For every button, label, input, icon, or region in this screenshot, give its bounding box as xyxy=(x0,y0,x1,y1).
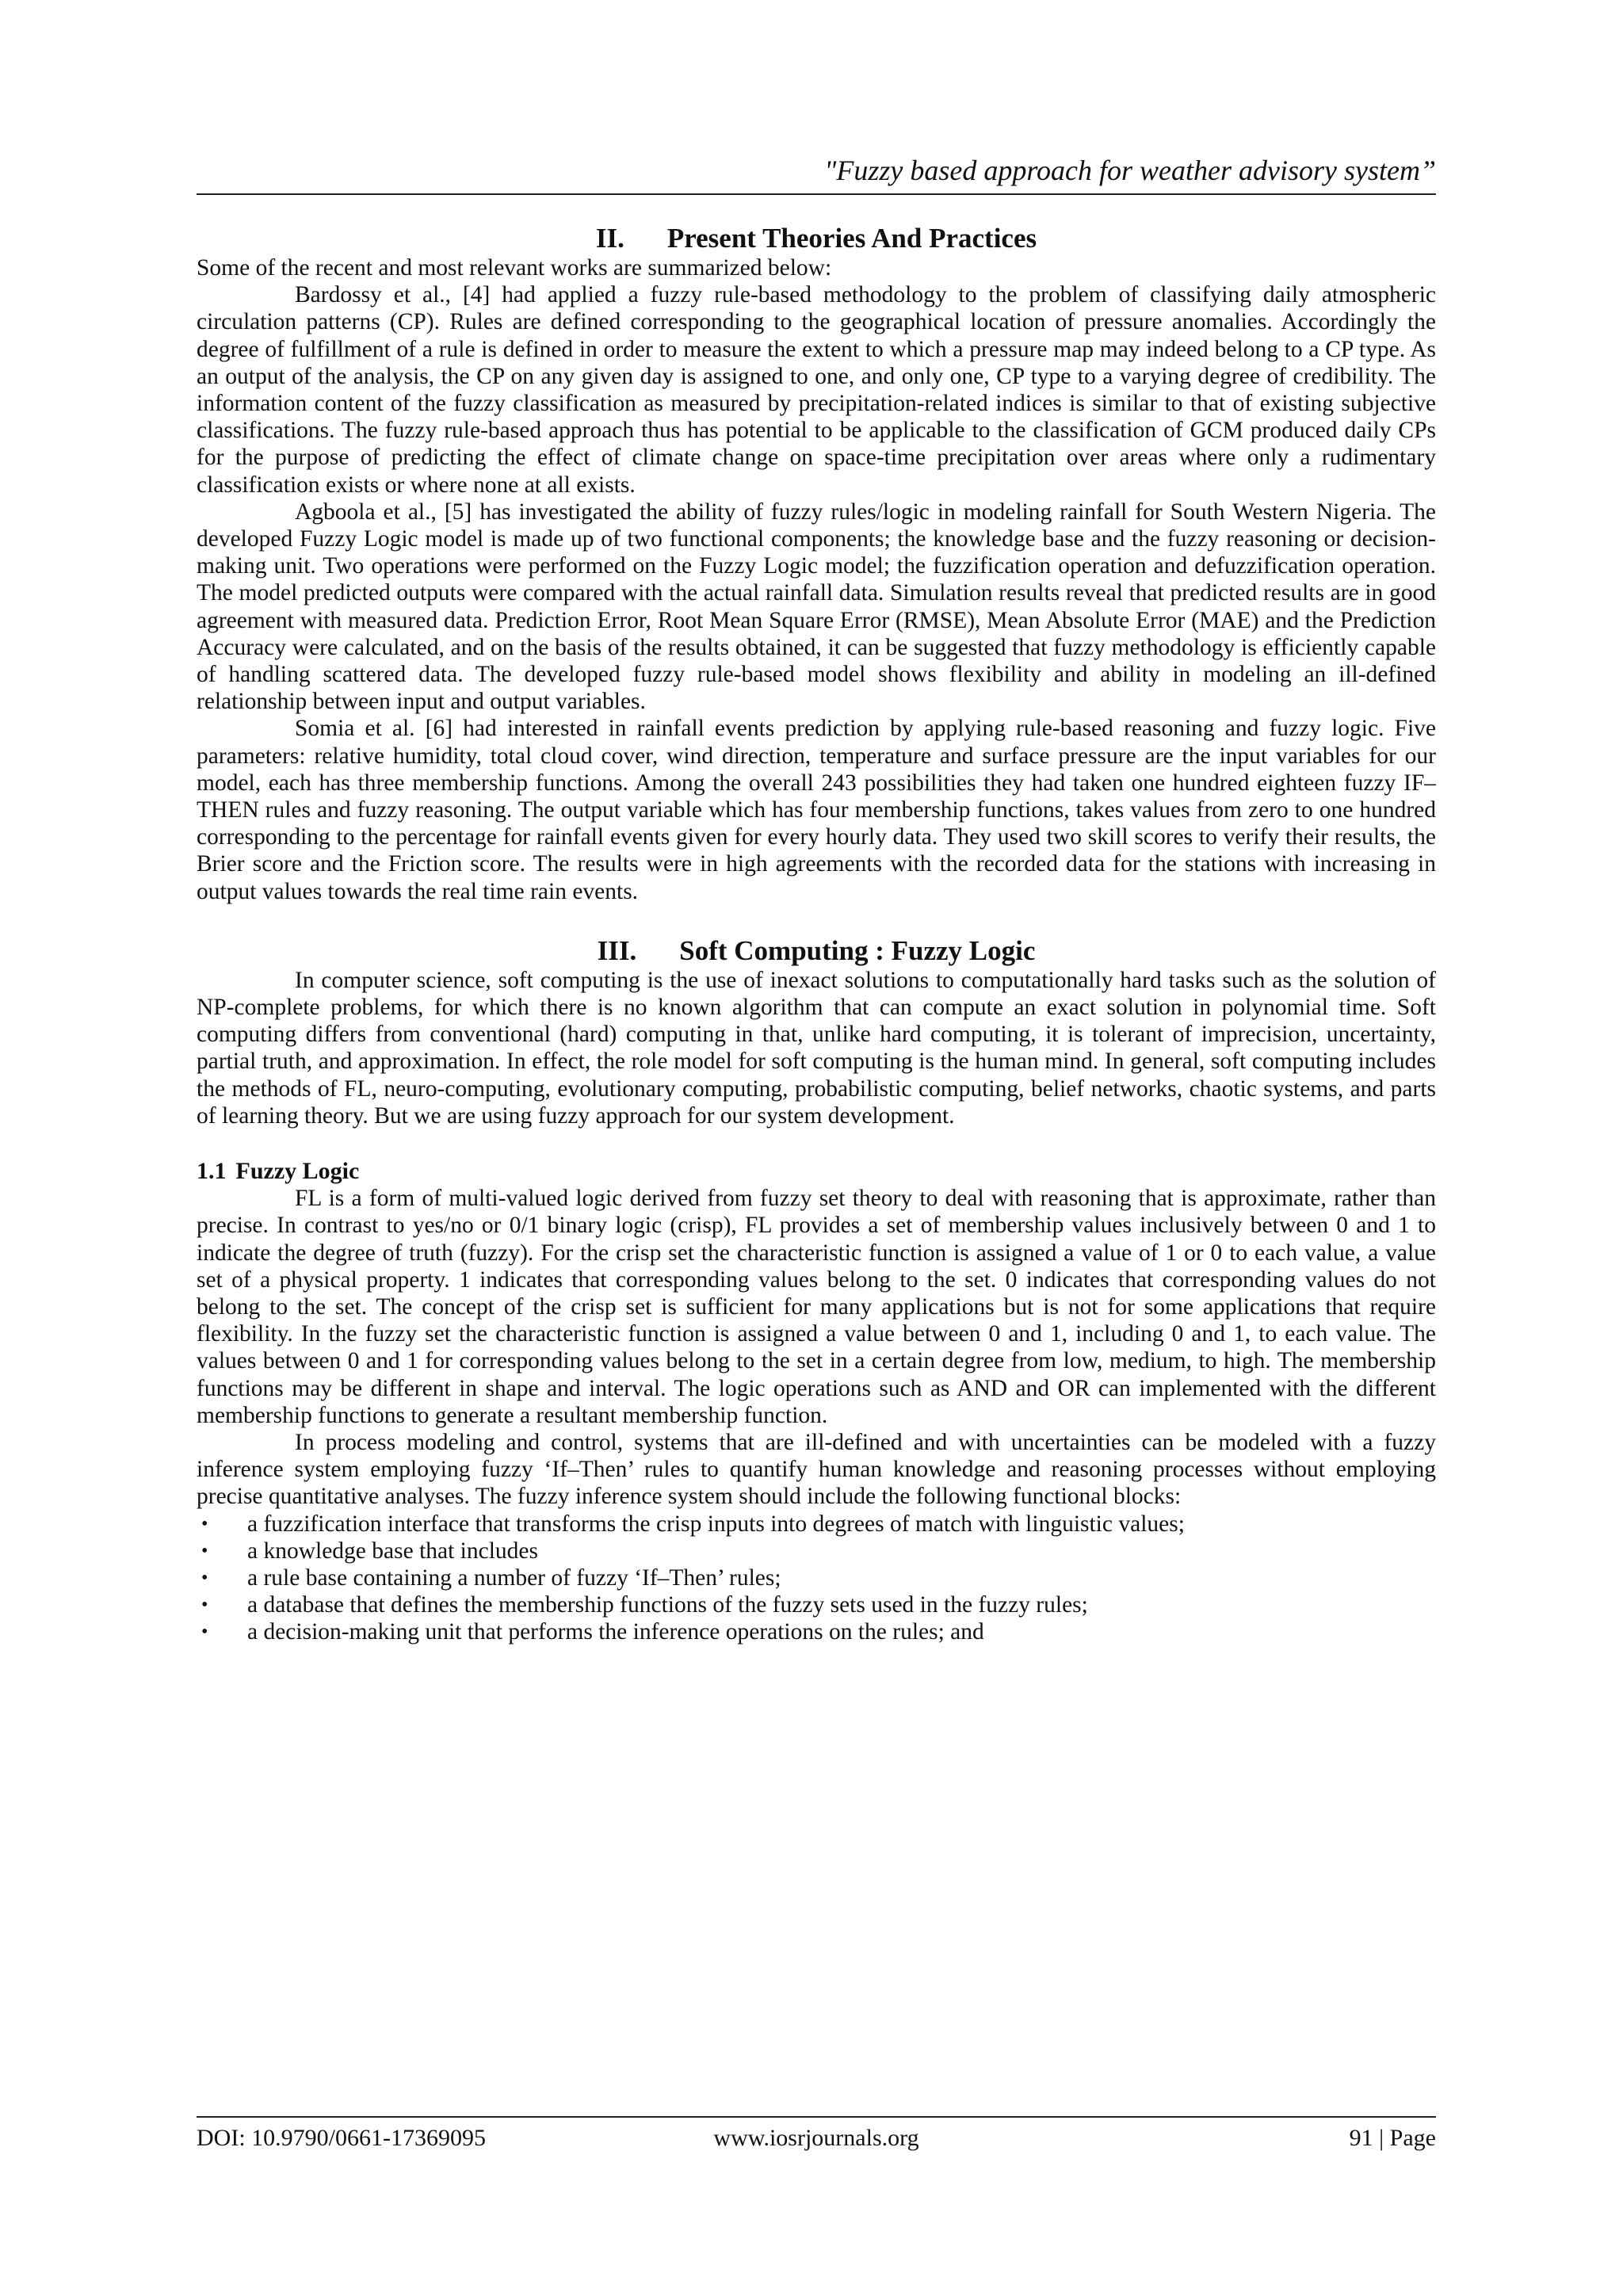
section-heading-3 xyxy=(197,935,1436,967)
section-title: Soft Computing : Fuzzy Logic xyxy=(679,934,1036,966)
section-number: III. xyxy=(597,934,637,966)
section-title: Present Theories And Practices xyxy=(666,223,1037,254)
list-item: • a decision-making unit that performs the inference operations on the rules; and xyxy=(201,1619,984,1645)
paragraph-agboola: Agboola et al., [5] has investigated the ability of fuzzy rules/logic in modeling rainfall for South Western Nigeria. The developed Fuzzy Logic model is made up of two functional components; the knowledge base and the fuzzy reasoning or decision-making unit. Two operations were performed on the Fuzzy Logic model; the fuzzification operation and defuzzification operation. The model predicted outputs were compared with the actual rainfall data. Simulation results reveal that predicted results are in good agreement with measured data. Prediction Error, Root Mean Square Error (RMSE), Mean Absolute Error (MAE) and the Prediction Accuracy were calculated, and on the basis of the results obtained, it can be suggested that fuzzy methodology is efficiently capable of handling scattered data. The developed fuzzy rule-based model shows flexibility and ability in modeling an ill-defined relationship between input and output variables. xyxy=(197,499,1436,715)
header-rule xyxy=(197,193,1436,195)
section-number: II. xyxy=(595,223,624,254)
subsection-heading-1-1 xyxy=(197,1158,1436,1185)
paragraph-soft-computing: In computer science, soft computing is the use of inexact solutions to computationally hard tasks such as the solution of NP-complete problems, for which there is no known algorithm that can compute an exact solution in polynomial time. Soft computing differs from conventional (hard) computing in that, unlike hard computing, it is tolerant of imprecision, uncertainty, partial truth, and approximation. In effect, the role model for soft computing is the human mind. In general, soft computing includes the methods of FL, neuro-computing, evolutionary computing, probabilistic computing, belief networks, chaotic systems, and parts of learning theory. But we are using fuzzy approach for our system development. xyxy=(197,967,1436,1129)
subsection-number: 1.1 xyxy=(197,1158,227,1185)
page-footer xyxy=(197,2122,1436,2154)
page-number: 91 | Page xyxy=(1349,2125,1436,2151)
functional-blocks-list xyxy=(197,1511,1436,1646)
bullet-icon: • xyxy=(201,1540,208,1561)
page-body xyxy=(197,220,1436,1646)
doi-label: DOI: 10.9790/0661-17369095 xyxy=(197,2125,486,2151)
list-item: • a knowledge base that includes xyxy=(201,1538,538,1564)
bullet-icon: • xyxy=(201,1513,208,1534)
paragraph-somia: Somia et al. [6] had interested in rainfall events prediction by applying rule-based reasoning and fuzzy logic. Five parameters: relative humidity, total cloud cover, wind direction, temperature and surface pressure are the input variables for our model, each has three membership functions. Among the overall 243 possibilities they had taken one hundred eighteen fuzzy IF–THEN rules and fuzzy reasoning. The output variable which has four membership functions, takes values from zero to one hundred corresponding to the percentage for rainfall events given for every hourly data. They used two skill scores to verify their results, the Brier score and the Friction score. The results were in high agreements with the recorded data for the stations with increasing in output values towards the real time rain events. xyxy=(197,716,1436,904)
running-title: "Fuzzy based approach for weather advisory system” xyxy=(824,155,1436,186)
paragraph-bardossy: Bardossy et al., [4] had applied a fuzzy rule-based methodology to the problem of classifying daily atmospheric circulation patterns (CP). Rules are defined corresponding to the geographical location of pressure anomalies. Accordingly the degree of fulfillment of a rule is defined in order to measure the extent to which a pressure map may indeed belong to a CP type. As an output of the analysis, the CP on any given day is assigned to one, and only one, CP type to a varying degree of credibility. The information content of the fuzzy classification as measured by precipitation-related indices is similar to that of existing subjective classifications. The fuzzy rule-based approach thus has potential to be applicable to the classification of GCM produced daily CPs for the purpose of predicting the effect of climate change on space-time precipitation over areas where only a rudimentary classification exists or where none at all exists. xyxy=(197,282,1436,498)
list-item: • a fuzzification interface that transforms the crisp inputs into degrees of match with linguistic values; xyxy=(201,1511,1185,1537)
list-item: • a rule base containing a number of fuzzy ‘If–Then’ rules; xyxy=(201,1564,781,1591)
journal-website: www.iosrjournals.org xyxy=(713,2125,919,2151)
paragraph-fuzzy-logic: FL is a form of multi-valued logic derived from fuzzy set theory to deal with reasoning that is approximate, rather than precise. In contrast to yes/no or 0/1 binary logic (crisp), FL provides a set of membership values inclusively between 0 and 1 to indicate the degree of truth (fuzzy). For the crisp set the characteristic function is assigned a value of 1 or 0 to each value, a value set of a physical property. 1 indicates that corresponding values belong to the set. 0 indicates that corresponding values do not belong to the set. The concept of the crisp set is sufficient for many applications but is not for some applications that require flexibility. In the fuzzy set the characteristic function is assigned a value between 0 and 1, including 0 and 1, to each value. The values between 0 and 1 for corresponding values belong to the set in a certain degree from low, medium, to high. The membership functions may be different in shape and interval. The logic operations such as AND and OR can implemented with the different membership functions to generate a resultant membership function. xyxy=(197,1186,1436,1428)
subsection-title: Fuzzy Logic xyxy=(235,1158,360,1185)
bullet-icon: • xyxy=(201,1567,208,1588)
bullet-icon: • xyxy=(201,1622,208,1643)
section-heading-2 xyxy=(197,223,1436,254)
bullet-icon: • xyxy=(201,1595,208,1616)
list-item: • a database that defines the membership functions of the fuzzy sets used in the fuzzy rules; xyxy=(201,1592,1088,1618)
section-intro: Some of the recent and most relevant works are summarized below: xyxy=(197,255,832,281)
paragraph-process-modeling: In process modeling and control, systems that are ill-defined and with uncertainties can be modeled with a fuzzy inference system employing fuzzy ‘If–Then’ rules to quantify human knowledge and reasoning processes without employing precise quantitative analyses. The fuzzy inference system should include the following functional blocks: xyxy=(197,1429,1436,1510)
footer-rule xyxy=(197,2116,1436,2118)
